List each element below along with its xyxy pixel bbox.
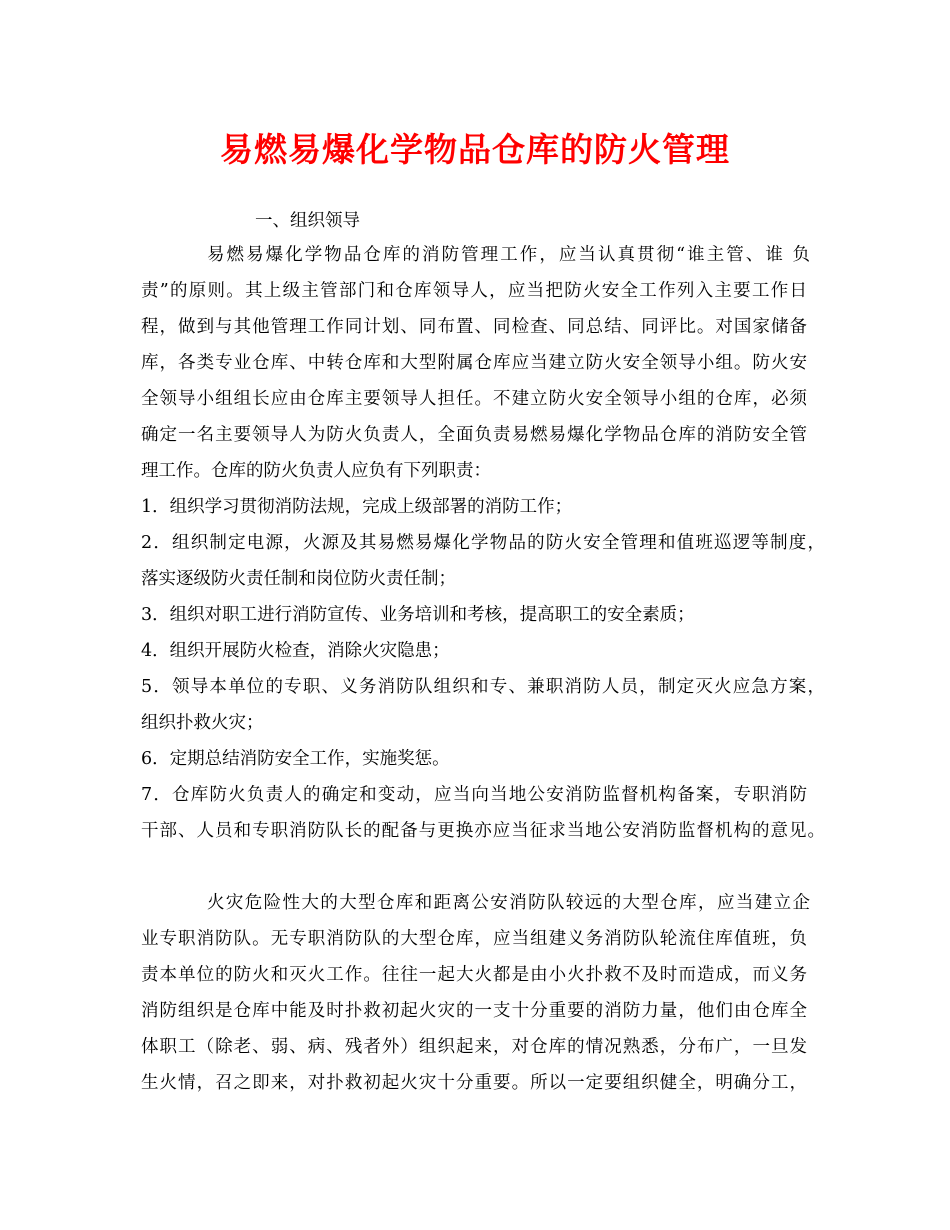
list-item: 1．组织学习贯彻消防法规，完成上级部署的消防工作； — [141, 497, 573, 517]
list-item-continuation: 落实逐级防火责任制和岗位防火责任制； — [141, 569, 456, 589]
section-heading: 一、组织领导 — [255, 211, 360, 231]
paragraph-line: 火灾危险性大的大型仓库和距离公安消防队较远的大型仓库，应当建立企 — [207, 893, 810, 913]
list-item: 2．组织制定电源，火源及其易燃易爆化学物品的防火安全管理和值班巡逻等制度， — [141, 533, 825, 553]
paragraph-line: 易燃易爆化学物品仓库的消防管理工作，应当认真贯彻“谁主管、谁 负 — [207, 245, 810, 265]
list-item-continuation: 组织扑救火灾； — [141, 713, 264, 733]
list-item: 6．定期总结消防安全工作，实施奖惩。 — [141, 749, 450, 769]
list-item: 3．组织对职工进行消防宣传、业务培训和考核，提高职工的安全素质； — [141, 605, 695, 625]
list-item-continuation: 干部、人员和专职消防队长的配备与更换亦应当征求当地公安消防监督机构的意见。 — [141, 821, 825, 841]
paragraph-line: 体职工（除老、弱、病、残者外）组织起来，对仓库的情况熟悉，分布广，一旦发 — [141, 1037, 807, 1057]
paragraph-line: 理工作。仓库的防火负责人应负有下列职责： — [141, 461, 491, 481]
paragraph-line: 消防组织是仓库中能及时扑救初起火灾的一支十分重要的消防力量，他们由仓库全 — [141, 1001, 807, 1021]
paragraph-line: 程，做到与其他管理工作同计划、同布置、同检查、同总结、同评比。对国家储备 — [141, 317, 807, 337]
paragraph-line: 确定一名主要领导人为防火负责人，全面负责易燃易爆化学物品仓库的消防安全管 — [141, 425, 807, 445]
list-item: 5．领导本单位的专职、义务消防队组织和专、兼职消防人员，制定灭火应急方案， — [141, 677, 825, 697]
paragraph-line: 责本单位的防火和灭火工作。往往一起大火都是由小火扑救不及时而造成，而义务 — [141, 965, 807, 985]
list-item: 4．组织开展防火检查，消除火灾隐患； — [141, 641, 450, 661]
paragraph-line: 库，各类专业仓库、中转仓库和大型附属仓库应当建立防火安全领导小组。防火安 — [141, 353, 807, 373]
paragraph-line: 业专职消防队。无专职消防队的大型仓库，应当组建义务消防队轮流住库值班，负 — [141, 929, 807, 949]
paragraph-line: 生火情，召之即来，对扑救初起火灾十分重要。所以一定要组织健全，明确分工， — [141, 1073, 807, 1093]
paragraph-line: 责”的原则。其上级主管部门和仓库领导人，应当把防火安全工作列入主要工作日 — [141, 281, 807, 301]
paragraph-line: 全领导小组组长应由仓库主要领导人担任。不建立防火安全领导小组的仓库，必须 — [141, 389, 807, 409]
document-title: 易燃易爆化学物品仓库的防火管理 — [220, 130, 730, 169]
list-item: 7．仓库防火负责人的确定和变动，应当向当地公安消防监督机构备案，专职消防 — [141, 785, 807, 805]
